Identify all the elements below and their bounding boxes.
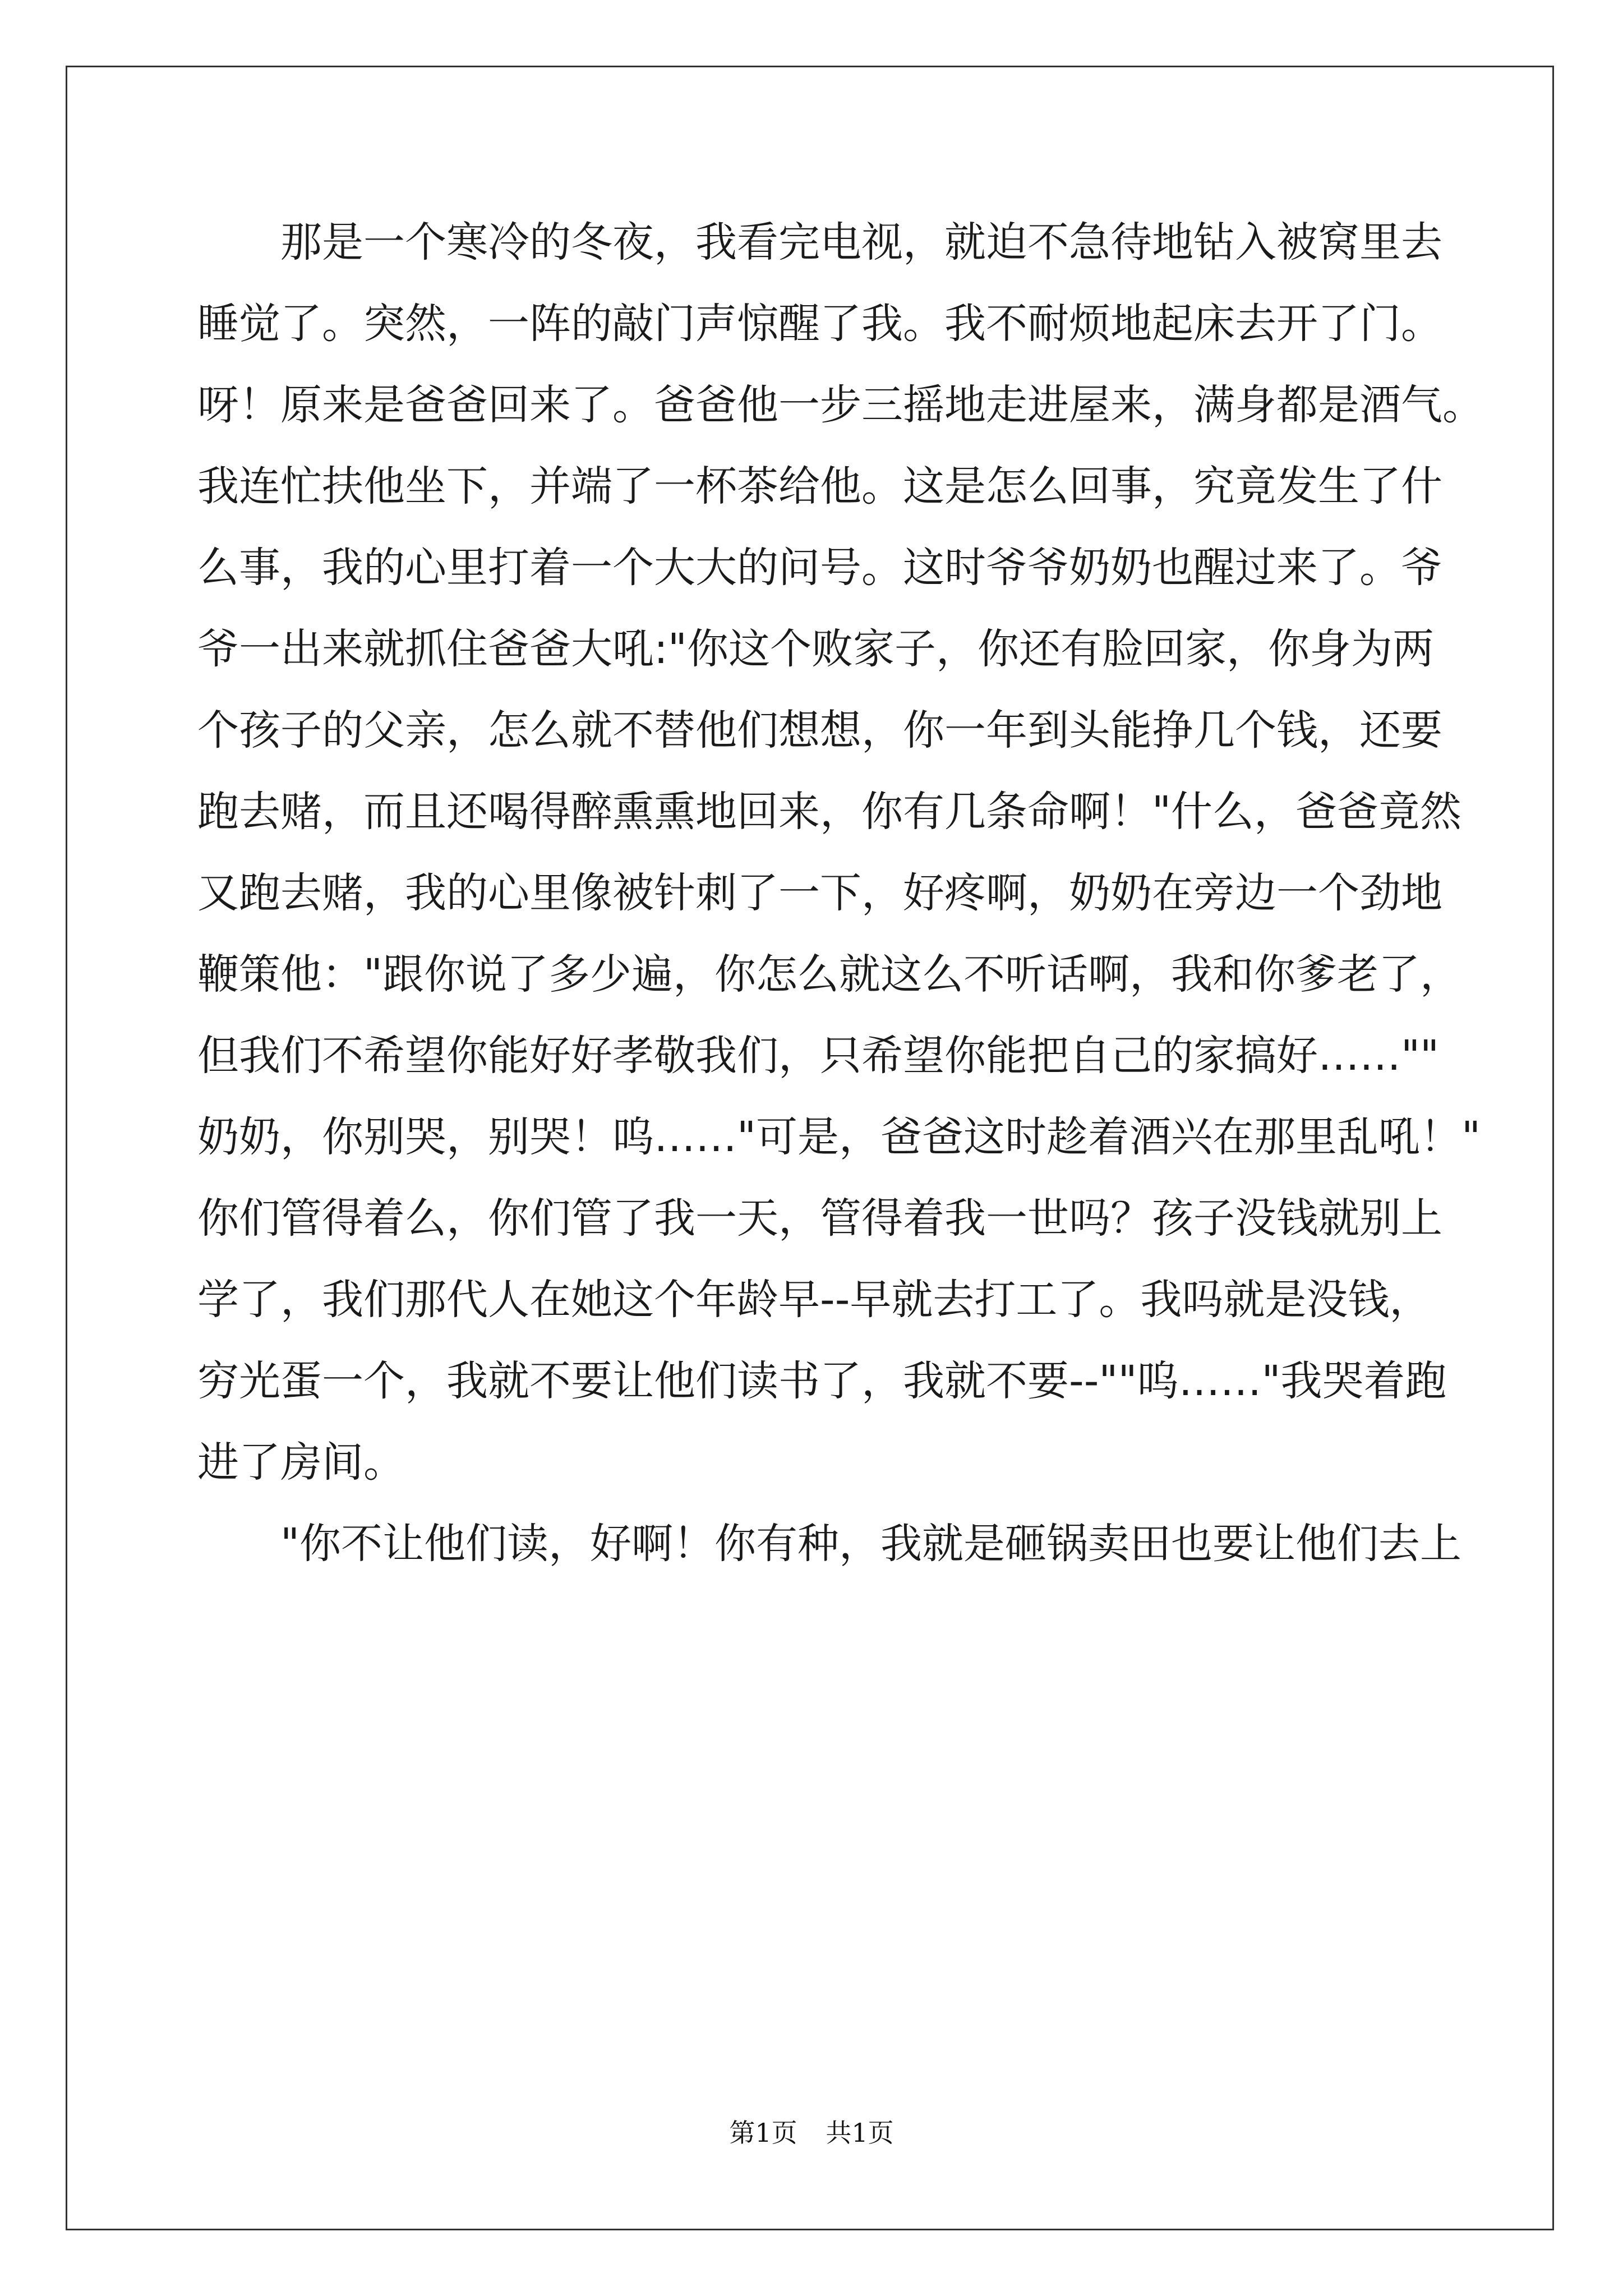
text-line: 爷一出来就抓住爸爸大吼:"你这个败家子，你还有脸回家，你身为两	[197, 625, 1434, 673]
paragraph-1	[197, 202, 1484, 1503]
text-line: 睡觉了。突然，一阵的敲门声惊醒了我。我不耐烦地起床去开了门。	[197, 300, 1442, 348]
page-footer	[0, 2113, 1623, 2150]
paragraph-2	[197, 1503, 1462, 1585]
text-line: 跑去赌，而且还喝得醉熏熏地回来，你有几条命啊！"什么，爸爸竟然	[197, 788, 1462, 836]
text-line: 你们管得着么，你们管了我一天，管得着我一世吗？孩子没钱就别上	[197, 1194, 1442, 1243]
text-line: 么事，我的心里打着一个大大的问号。这时爷爷奶奶也醒过来了。爷	[197, 544, 1442, 592]
text-line: 又跑去赌，我的心里像被针刺了一下，好疼啊，奶奶在旁边一个劲地	[197, 869, 1442, 917]
text-line: 穷光蛋一个，我就不要让他们读书了，我就不要--""呜……"我哭着跑	[197, 1357, 1447, 1405]
text-line: 我连忙扶他坐下，并端了一杯茶给他。这是怎么回事，究竟发生了什	[197, 462, 1442, 510]
text-line: 学了，我们那代人在她这个年龄早--早就去打工了。我吗就是没钱，	[197, 1276, 1431, 1324]
total-pages: 共1页	[826, 2118, 894, 2148]
text-line: 呀！原来是爸爸回来了。爸爸他一步三摇地走进屋来，满身都是酒气。	[197, 381, 1484, 429]
text-line: 鞭策他："跟你说了多少遍，你怎么就这么不听话啊，我和你爹老了，	[197, 950, 1462, 999]
text-line: 那是一个寒冷的冬夜，我看完电视，就迫不急待地钻入被窝里去	[280, 218, 1442, 266]
text-line: 奶奶，你别哭，别哭！呜……"可是，爸爸这时趁着酒兴在那里乱吼！"	[197, 1113, 1481, 1161]
text-line: 进了房间。	[197, 1438, 405, 1487]
text-line: 但我们不希望你能好好孝敬我们，只希望你能把自己的家搞好……""	[197, 1032, 1440, 1080]
text-line: 个孩子的父亲，怎么就不替他们想想，你一年到头能挣几个钱，还要	[197, 706, 1442, 754]
page-number: 第1页	[729, 2118, 797, 2148]
text-line: "你不让他们读，好啊！你有种，我就是砸锅卖田也要让他们去上	[280, 1520, 1462, 1568]
document-body	[197, 202, 1484, 1585]
